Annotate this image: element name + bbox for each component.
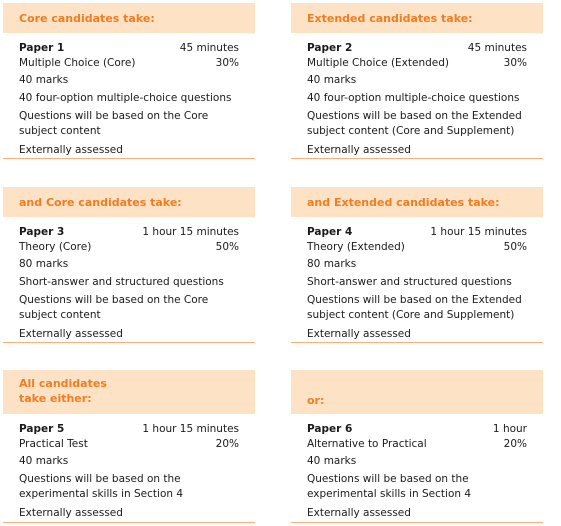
paper-5-block <box>3 370 255 522</box>
section-header: or: <box>291 370 543 414</box>
assessment: Externally assessed <box>19 507 123 519</box>
component-row <box>19 56 239 71</box>
divider <box>3 158 255 159</box>
paper-duration: 1 hour 15 minutes <box>142 423 239 435</box>
paper-title: Paper 2 <box>307 42 353 54</box>
divider <box>3 342 255 343</box>
paper-duration: 45 minutes <box>467 42 527 54</box>
paper-1-block <box>3 3 255 159</box>
paper-4-block <box>291 187 543 343</box>
paper-row <box>307 225 527 240</box>
paper-title: Paper 3 <box>19 226 65 238</box>
marks: 40 marks <box>19 455 69 467</box>
paper-details <box>291 217 543 343</box>
component-name: Multiple Choice (Extended) <box>307 57 450 69</box>
component-name: Practical Test <box>19 438 88 450</box>
divider <box>291 158 543 159</box>
assessment: Externally assessed <box>307 144 411 156</box>
paper-details <box>291 414 543 522</box>
component-weight: 30% <box>503 57 527 69</box>
component-row <box>307 56 527 71</box>
component-weight: 30% <box>215 57 239 69</box>
paper-2-block <box>291 3 543 159</box>
description-line: Questions will be based on the Extended subject content (Core and Supplement) <box>307 294 522 321</box>
description-line: Short-answer and structured questions <box>19 276 224 288</box>
component-weight: 50% <box>503 241 527 253</box>
paper-duration: 1 hour <box>492 423 527 435</box>
paper-title: Paper 6 <box>307 423 353 435</box>
description-line: 40 four-option multiple-choice questions <box>19 92 232 104</box>
section-header-text: All candidates take either: <box>19 377 107 405</box>
description-line: Questions will be based on the experimental skills in Section 4 <box>307 473 472 500</box>
description-line: 40 four-option multiple-choice questions <box>307 92 520 104</box>
description-line: Questions will be based on the experimental skills in Section 4 <box>19 473 184 500</box>
assessment: Externally assessed <box>19 144 123 156</box>
paper-details <box>3 414 255 522</box>
paper-details <box>3 33 255 159</box>
paper-duration: 1 hour 15 minutes <box>142 226 239 238</box>
description-line: Short-answer and structured questions <box>307 276 512 288</box>
paper-title: Paper 1 <box>19 42 65 54</box>
component-row <box>19 437 239 452</box>
component-row <box>307 240 527 255</box>
section-header: Core candidates take: <box>3 3 255 33</box>
paper-row <box>19 41 239 56</box>
paper-details <box>3 217 255 343</box>
marks: 80 marks <box>307 258 357 270</box>
section-header: and Extended candidates take: <box>291 187 543 217</box>
divider <box>3 522 255 523</box>
paper-row <box>19 422 239 437</box>
description-line: Questions will be based on the Core subject content <box>19 294 209 321</box>
section-header: Extended candidates take: <box>291 3 543 33</box>
paper-title: Paper 5 <box>19 423 65 435</box>
component-weight: 50% <box>215 241 239 253</box>
paper-6-block <box>291 370 543 522</box>
component-row <box>307 437 527 452</box>
divider <box>291 342 543 343</box>
component-row <box>19 240 239 255</box>
paper-details <box>291 33 543 159</box>
component-weight: 20% <box>215 438 239 450</box>
assessment: Externally assessed <box>307 328 411 340</box>
section-header: and Core candidates take: <box>3 187 255 217</box>
paper-3-block <box>3 187 255 343</box>
marks: 40 marks <box>19 74 69 86</box>
component-weight: 20% <box>503 438 527 450</box>
paper-duration: 1 hour 15 minutes <box>430 226 527 238</box>
divider <box>291 522 543 523</box>
section-header <box>3 370 255 414</box>
assessment: Externally assessed <box>19 328 123 340</box>
component-name: Theory (Core) <box>19 241 92 253</box>
component-name: Alternative to Practical <box>307 438 427 450</box>
marks: 40 marks <box>307 74 357 86</box>
description-line: Questions will be based on the Extended subject content (Core and Supplement) <box>307 110 522 137</box>
assessment: Externally assessed <box>307 507 411 519</box>
paper-row <box>307 41 527 56</box>
description-line: Questions will be based on the Core subject content <box>19 110 209 137</box>
paper-row <box>19 225 239 240</box>
paper-title: Paper 4 <box>307 226 353 238</box>
marks: 80 marks <box>19 258 69 270</box>
component-name: Multiple Choice (Core) <box>19 57 136 69</box>
paper-row <box>307 422 527 437</box>
component-name: Theory (Extended) <box>307 241 405 253</box>
paper-duration: 45 minutes <box>179 42 239 54</box>
marks: 40 marks <box>307 455 357 467</box>
